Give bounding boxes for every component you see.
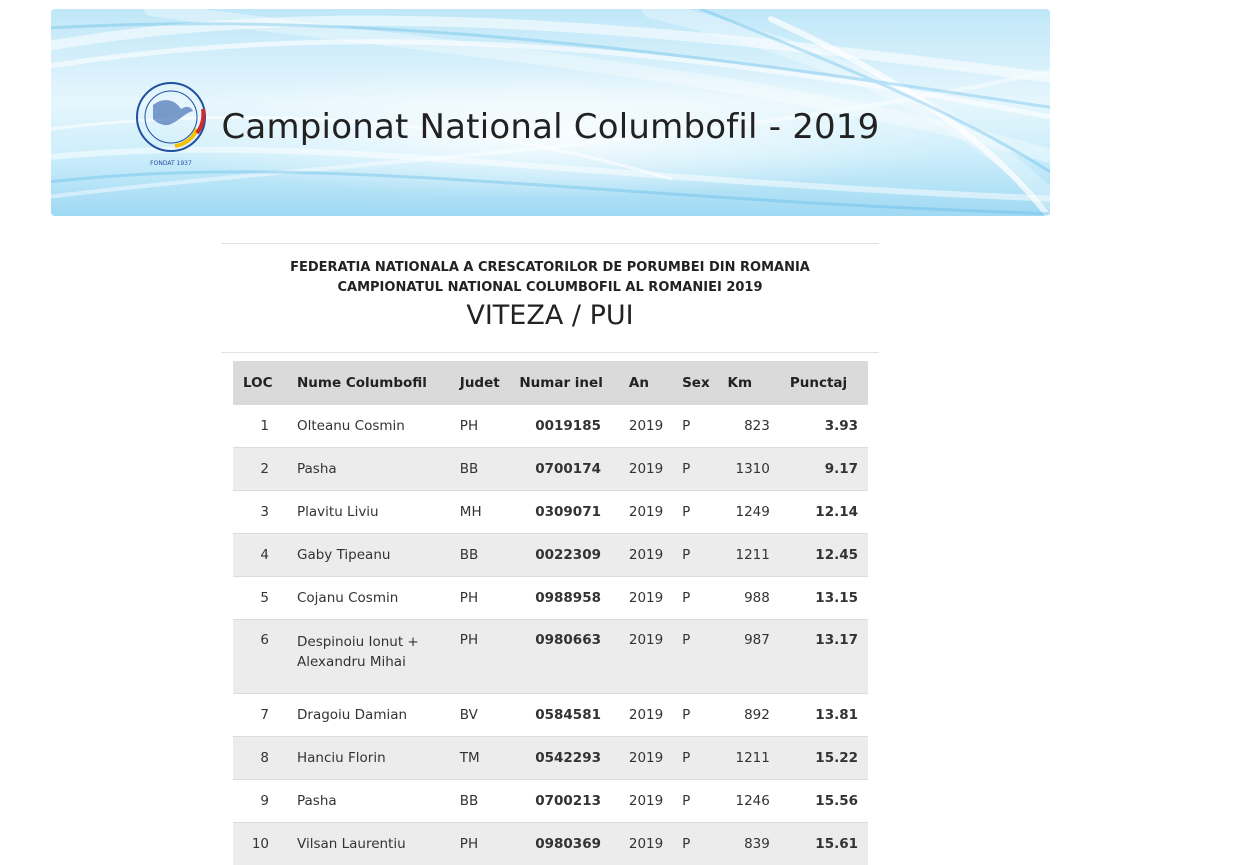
header-banner xyxy=(51,9,1050,216)
cell-year: 2019 xyxy=(623,780,676,823)
column-header-points: Punctaj xyxy=(784,361,868,405)
column-header-km: Km xyxy=(721,361,783,405)
bottom-divider xyxy=(221,352,879,353)
category-title: VITEZA / PUI xyxy=(221,298,879,334)
cell-name: Olteanu Cosmin xyxy=(291,405,454,448)
cell-year: 2019 xyxy=(623,620,676,694)
cell-name: Pasha xyxy=(291,780,454,823)
cell-ring-number: 0988958 xyxy=(513,577,623,620)
cell-name: Cojanu Cosmin xyxy=(291,577,454,620)
cell-judet: BB xyxy=(454,780,514,823)
cell-km: 839 xyxy=(721,823,783,865)
cell-judet: PH xyxy=(454,405,514,448)
cell-judet: BB xyxy=(454,534,514,577)
results-header-panel xyxy=(221,243,879,353)
cell-loc: 1 xyxy=(233,405,291,448)
cell-judet: BV xyxy=(454,694,514,737)
cell-sex: P xyxy=(676,620,721,694)
cell-sex: P xyxy=(676,405,721,448)
table-row xyxy=(233,620,868,694)
cell-judet: MH xyxy=(454,491,514,534)
cell-ring-number: 0022309 xyxy=(513,534,623,577)
championship-name: CAMPIONATUL NATIONAL COLUMBOFIL AL ROMANIEI 2019 xyxy=(221,278,879,298)
cell-name: Vilsan Laurentiu xyxy=(291,823,454,865)
cell-year: 2019 xyxy=(623,448,676,491)
cell-km: 1249 xyxy=(721,491,783,534)
cell-year: 2019 xyxy=(623,491,676,534)
cell-points: 9.17 xyxy=(784,448,868,491)
cell-judet: PH xyxy=(454,823,514,865)
cell-year: 2019 xyxy=(623,405,676,448)
cell-sex: P xyxy=(676,448,721,491)
svg-text:FONDAT 1937: FONDAT 1937 xyxy=(150,160,192,167)
cell-loc: 6 xyxy=(233,620,291,694)
cell-km: 1310 xyxy=(721,448,783,491)
column-header-judet: Judet xyxy=(454,361,514,405)
cell-points: 13.81 xyxy=(784,694,868,737)
table-row xyxy=(233,448,868,491)
cell-km: 892 xyxy=(721,694,783,737)
cell-loc: 3 xyxy=(233,491,291,534)
cell-ring-number: 0584581 xyxy=(513,694,623,737)
table-row xyxy=(233,737,868,780)
table-header-row xyxy=(233,361,868,405)
cell-points: 12.14 xyxy=(784,491,868,534)
cell-sex: P xyxy=(676,491,721,534)
cell-points: 12.45 xyxy=(784,534,868,577)
table-row xyxy=(233,534,868,577)
table-row xyxy=(233,823,868,865)
cell-km: 1211 xyxy=(721,737,783,780)
federation-name: FEDERATIA NATIONALA A CRESCATORILOR DE PORUMBEI DIN ROMANIA xyxy=(221,258,879,278)
cell-judet: PH xyxy=(454,620,514,694)
cell-sex: P xyxy=(676,534,721,577)
cell-name: Hanciu Florin xyxy=(291,737,454,780)
column-header-sex: Sex xyxy=(676,361,721,405)
cell-judet: TM xyxy=(454,737,514,780)
cell-name: Pasha xyxy=(291,448,454,491)
cell-name: Dragoiu Damian xyxy=(291,694,454,737)
cell-year: 2019 xyxy=(623,577,676,620)
top-divider xyxy=(221,243,879,244)
cell-km: 987 xyxy=(721,620,783,694)
cell-name-line1: Despinoiu Ionut + xyxy=(297,634,419,650)
cell-sex: P xyxy=(676,577,721,620)
cell-year: 2019 xyxy=(623,737,676,780)
cell-loc: 5 xyxy=(233,577,291,620)
cell-points: 13.17 xyxy=(784,620,868,694)
column-header-loc: LOC xyxy=(233,361,291,405)
cell-ring-number: 0700174 xyxy=(513,448,623,491)
cell-loc: 10 xyxy=(233,823,291,865)
cell-ring-number: 0980369 xyxy=(513,823,623,865)
cell-ring-number: 0700213 xyxy=(513,780,623,823)
cell-km: 823 xyxy=(721,405,783,448)
cell-name: Gaby Tipeanu xyxy=(291,534,454,577)
column-header-year: An xyxy=(623,361,676,405)
cell-year: 2019 xyxy=(623,694,676,737)
cell-name: Plavitu Liviu xyxy=(291,491,454,534)
column-header-name: Nume Columbofil xyxy=(291,361,454,405)
cell-points: 15.56 xyxy=(784,780,868,823)
cell-km: 1211 xyxy=(721,534,783,577)
cell-sex: P xyxy=(676,737,721,780)
cell-ring-number: 0309071 xyxy=(513,491,623,534)
cell-loc: 9 xyxy=(233,780,291,823)
cell-year: 2019 xyxy=(623,534,676,577)
cell-sex: P xyxy=(676,823,721,865)
cell-points: 15.22 xyxy=(784,737,868,780)
page-title: Campionat National Columbofil - 2019 xyxy=(51,107,1050,147)
cell-ring-number: 0980663 xyxy=(513,620,623,694)
cell-points: 15.61 xyxy=(784,823,868,865)
table-row xyxy=(233,577,868,620)
cell-judet: BB xyxy=(454,448,514,491)
table-row xyxy=(233,694,868,737)
cell-points: 13.15 xyxy=(784,577,868,620)
cell-judet: PH xyxy=(454,577,514,620)
cell-loc: 2 xyxy=(233,448,291,491)
cell-year: 2019 xyxy=(623,823,676,865)
cell-km: 988 xyxy=(721,577,783,620)
cell-sex: P xyxy=(676,694,721,737)
cell-name xyxy=(291,620,454,694)
table-row xyxy=(233,405,868,448)
table-row xyxy=(233,780,868,823)
results-table xyxy=(233,361,868,865)
cell-loc: 8 xyxy=(233,737,291,780)
cell-name-line2: Alexandru Mihai xyxy=(297,654,406,670)
cell-km: 1246 xyxy=(721,780,783,823)
cell-sex: P xyxy=(676,780,721,823)
cell-points: 3.93 xyxy=(784,405,868,448)
cell-loc: 4 xyxy=(233,534,291,577)
table-row xyxy=(233,491,868,534)
cell-ring-number: 0542293 xyxy=(513,737,623,780)
column-header-ring-number: Numar inel xyxy=(513,361,623,405)
cell-loc: 7 xyxy=(233,694,291,737)
cell-ring-number: 0019185 xyxy=(513,405,623,448)
